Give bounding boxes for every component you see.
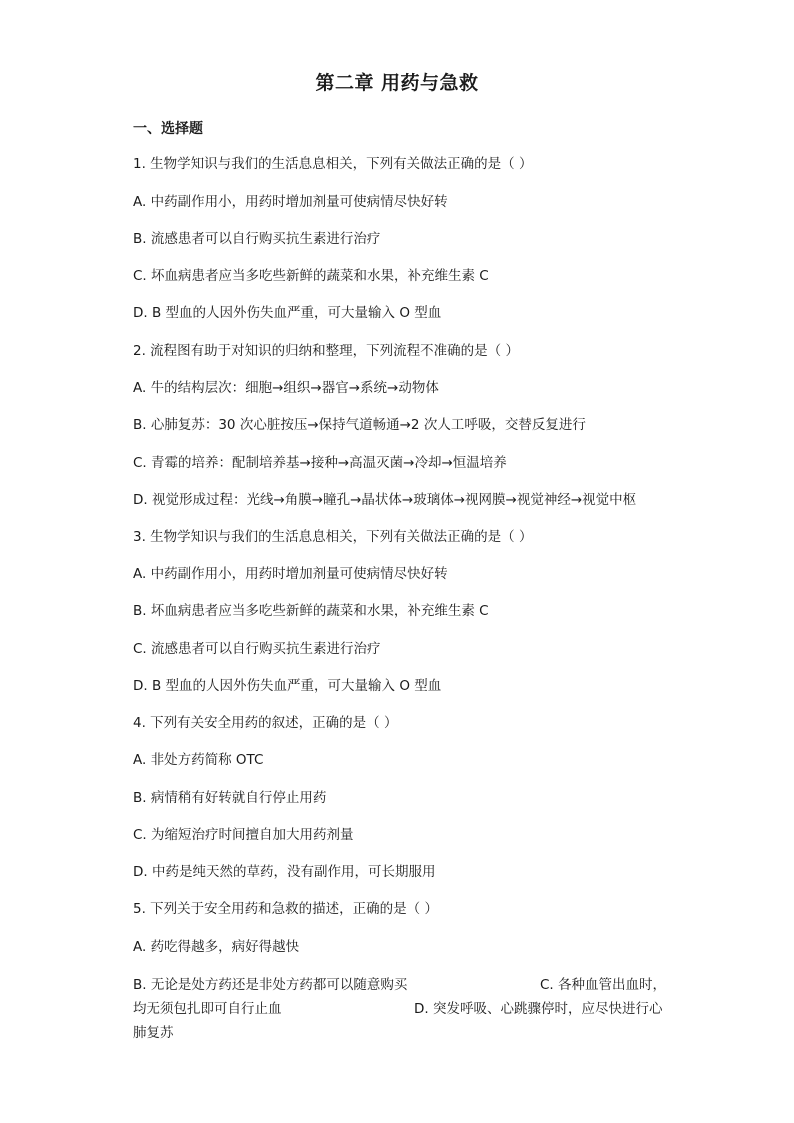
option-1a: A. 中药副作用小，用药时增加剂量可使病情尽快好转 [133,194,448,210]
option-5d-continued: 肺复苏 [133,1025,174,1041]
option-5a: A. 药吃得越多，病好得越快 [133,939,300,955]
option-1b: B. 流感患者可以自行购买抗生素进行治疗 [133,231,381,247]
option-5c-continued: 均无须包扎即可自行止血 [133,1001,282,1017]
question-stem-4: 4. 下列有关安全用药的叙述，正确的是（ ） [133,715,398,731]
option-2a: A. 牛的结构层次：细胞→组织→器官→系统→动物体 [133,380,439,396]
option-2b: B. 心肺复苏：30 次心脏按压→保持气道畅通→2 次人工呼吸，交替反复进行 [133,417,586,433]
option-3a: A. 中药副作用小，用药时增加剂量可使病情尽快好转 [133,566,448,582]
option-4b: B. 病情稍有好转就自行停止用药 [133,790,327,806]
option-3b: B. 坏血病患者应当多吃些新鲜的蔬菜和水果，补充维生素 C [133,603,489,619]
question-stem-2: 2. 流程图有助于对知识的归纳和整理，下列流程不准确的是（ ） [133,343,519,359]
option-2d: D. 视觉形成过程：光线→角膜→瞳孔→晶状体→玻璃体→视网膜→视觉神经→视觉中枢 [133,492,637,508]
page-title: 第二章 用药与急救 [315,72,479,94]
option-4a: A. 非处方药简称 OTC [133,752,264,768]
option-3d: D. B 型血的人因外伤失血严重，可大量输入 O 型血 [133,678,442,694]
option-1c: C. 坏血病患者应当多吃些新鲜的蔬菜和水果，补充维生素 C [133,268,489,284]
question-stem-1: 1. 生物学知识与我们的生活息息相关，下列有关做法正确的是（ ） [133,156,533,172]
question-stem-3: 3. 生物学知识与我们的生活息息相关，下列有关做法正确的是（ ） [133,529,533,545]
option-3c: C. 流感患者可以自行购买抗生素进行治疗 [133,641,381,657]
option-4d: D. 中药是纯天然的草药，没有副作用，可长期服用 [133,864,436,880]
option-5b: B. 无论是处方药还是非处方药都可以随意购买 [133,977,408,993]
option-4c: C. 为缩短治疗时间擅自加大用药剂量 [133,827,354,843]
question-stem-5: 5. 下列关于安全用药和急救的描述，正确的是（ ） [133,901,438,917]
section-heading: 一、选择题 [133,121,203,137]
option-1d: D. B 型血的人因外伤失血严重，可大量输入 O 型血 [133,305,442,321]
option-5c: C. 各种血管出血时， [540,977,667,993]
option-2c: C. 青霉的培养：配制培养基→接种→高温灭菌→冷却→恒温培养 [133,455,507,471]
option-5d: D. 突发呼吸、心跳骤停时，应尽快进行心 [414,1001,663,1017]
